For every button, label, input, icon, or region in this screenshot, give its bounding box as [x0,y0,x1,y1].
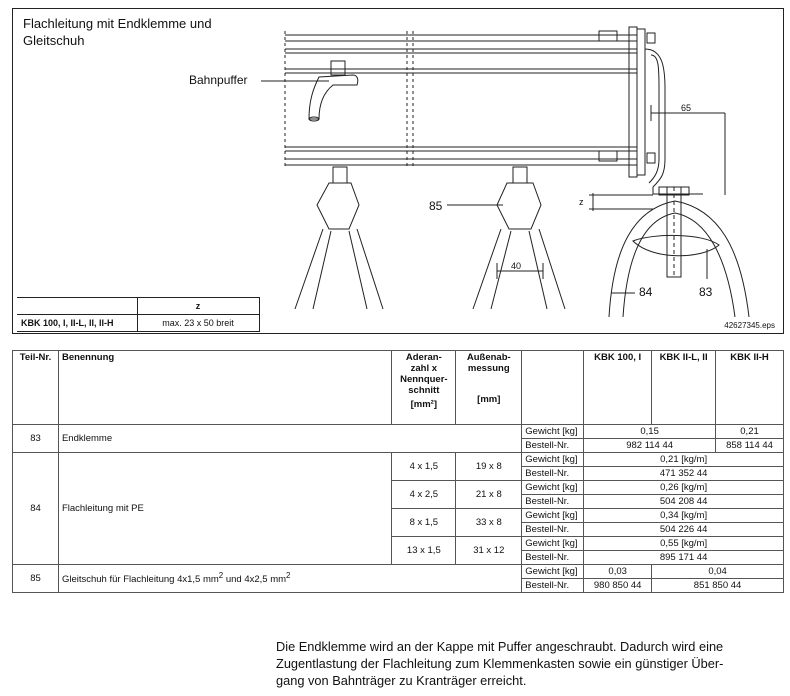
label-bestell: Bestell-Nr. [522,495,584,509]
drawing-svg [13,9,785,335]
order-85-b: 851 850 44 [652,579,784,593]
weight-84-1: 0,21 [kg/m] [584,453,784,467]
label-83: 83 [699,285,713,299]
header-aussen-l1: Außenab- [466,352,511,363]
part-name-85 [58,565,521,593]
header-ader-l2: zahl x [410,363,438,374]
dimension-table-header: z [137,298,259,315]
image-reference: 42627345.eps [724,321,775,330]
part-name-85-sup-a: 2 [218,571,224,581]
aussen-84-2: 21 x 8 [456,481,522,509]
label-gewicht: Gewicht [kg] [522,453,584,467]
order-83-a: 982 114 44 [584,439,716,453]
rail-beam [285,31,637,169]
label-gewicht: Gewicht [kg] [522,481,584,495]
weight-83-a: 0,15 [584,425,716,439]
header-aussenabmessung [456,351,522,425]
header-benennung: Benennung [58,351,391,425]
ader-84-1: 4 x 1,5 [392,453,456,481]
part-number-84: 84 [13,453,59,565]
ader-84-4: 13 x 1,5 [392,537,456,565]
figure-title-line-1: Flachleitung mit Endklemme und [23,16,212,31]
ader-84-3: 8 x 1,5 [392,509,456,537]
part-name-84: Flachleitung mit PE [58,453,391,565]
buffer-shape [309,61,358,121]
aussen-84-4: 31 x 12 [456,537,522,565]
dimension-table-row-label: KBK 100, I, II-L, II, II-H [17,315,137,332]
dimension-table-corner [17,298,137,315]
part-name-85-b: und 4x2,5 mm [223,574,287,586]
label-bestell: Bestell-Nr. [522,551,584,565]
description-line-1: Die Endklemme wird an der Kappe mit Puffer angeschraubt. Dadurch wird eine [276,639,724,654]
technical-drawing-frame [12,8,784,334]
aussen-84-1: 19 x 8 [456,453,522,481]
figure-title-line-2: Gleitschuh [23,33,85,48]
table-header-row [13,351,784,425]
label-gewicht: Gewicht [kg] [522,509,584,523]
order-85-a: 980 850 44 [584,579,652,593]
label-84: 84 [639,285,653,299]
dimension-table [17,297,260,332]
table-row [13,565,784,579]
label-gewicht: Gewicht [kg] [522,425,584,439]
description-line-2: Zugentlastung der Flachleitung zum Klemmenkasten sowie ein günstiger Über- [276,656,724,671]
weight-84-4: 0,55 [kg/m] [584,537,784,551]
aussen-84-3: 33 x 8 [456,509,522,537]
dimension-40: 40 [511,261,522,271]
trolley-middle [473,167,565,309]
dimension-z: z [579,197,584,207]
weight-85-a: 0,03 [584,565,652,579]
label-bahnpuffer: Bahnpuffer [189,73,248,87]
label-gewicht: Gewicht [kg] [522,565,584,579]
label-gewicht: Gewicht [kg] [522,537,584,551]
label-bestell: Bestell-Nr. [522,467,584,481]
end-clamp-and-shoe [589,105,749,317]
header-ader-l4: schnitt [408,385,440,396]
part-name-85-sup-b: 2 [286,571,291,581]
table-row [13,425,784,439]
ader-84-2: 4 x 2,5 [392,481,456,509]
weight-85-b: 0,04 [652,565,784,579]
description-paragraph [276,638,776,689]
label-bestell: Bestell-Nr. [522,523,584,537]
header-ader-unit: [mm²] [410,399,438,410]
header-empty [522,351,584,425]
order-84-3: 504 226 44 [584,523,784,537]
header-ader-l1: Aderan- [405,352,442,363]
weight-83-b: 0,21 [716,425,784,439]
header-kbk100: KBK 100, I [584,351,652,425]
part-number-85: 85 [13,565,59,593]
order-84-2: 504 208 44 [584,495,784,509]
order-83-b: 858 114 44 [716,439,784,453]
header-aderanzahl [392,351,456,425]
parts-table [12,350,784,593]
weight-84-2: 0,26 [kg/m] [584,481,784,495]
weight-84-3: 0,34 [kg/m] [584,509,784,523]
header-kbk2l: KBK II-L, II [652,351,716,425]
header-teil-nr: Teil-Nr. [13,351,59,425]
dimension-65: 65 [681,103,692,113]
part-name-83: Endklemme [58,425,521,453]
trolley-left [295,167,383,309]
label-bestell: Bestell-Nr. [522,579,584,593]
header-ader-l3: Nennquer- [400,374,448,385]
description-line-3: gang von Bahnträger zu Kranträger erreicht. [276,673,527,688]
label-85: 85 [429,199,443,213]
header-aussen-unit: [mm] [477,394,501,405]
label-bestell: Bestell-Nr. [522,439,584,453]
part-number-83: 83 [13,425,59,453]
dimension-table-row-value: max. 23 x 50 breit [137,315,259,332]
order-84-1: 471 352 44 [584,467,784,481]
part-name-85-a: Gleitschuh für Flachleitung 4x1,5 mm [61,574,219,586]
table-row [13,453,784,467]
header-aussen-l2: messung [467,363,510,374]
order-84-4: 895 171 44 [584,551,784,565]
header-kbk2h: KBK II-H [716,351,784,425]
